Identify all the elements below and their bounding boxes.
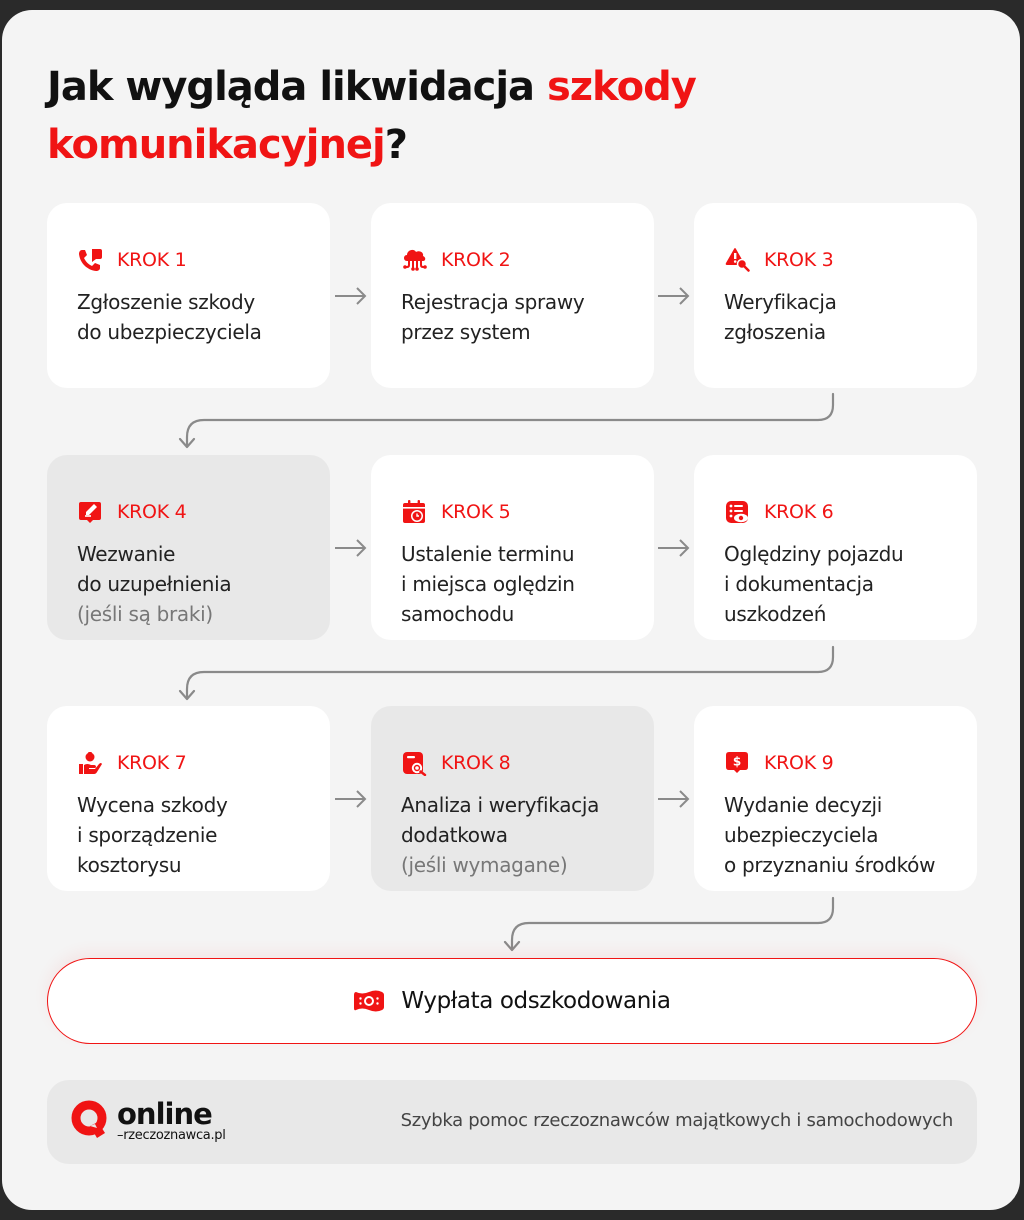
step-line: kosztorysu (77, 853, 182, 877)
step-card-5 (371, 455, 654, 640)
logo-main-text: online (117, 1097, 212, 1131)
step-card-2 (371, 203, 654, 388)
step-label: KROK 7 (117, 752, 187, 774)
step-description (77, 287, 330, 347)
step-note: (jeśli są braki) (77, 602, 213, 626)
step-label: KROK 4 (117, 501, 187, 523)
final-step-payout (47, 958, 977, 1044)
step-label: KROK 1 (117, 249, 187, 271)
step-label: KROK 3 (764, 249, 834, 271)
step-card-9 (694, 706, 977, 891)
step-line: o przyznaniu środków (724, 853, 936, 877)
step-line: Analiza i weryfikacja (401, 793, 600, 817)
warning-search-icon (724, 247, 750, 273)
step-line: ubezpieczyciela (724, 823, 879, 847)
phone-icon (77, 247, 103, 273)
step-line: samochodu (401, 602, 514, 626)
arrow-right-icon (334, 286, 368, 306)
step-line: uszkodzeń (724, 602, 827, 626)
step-description (77, 790, 330, 880)
step-card-3 (694, 203, 977, 388)
step-card-8 (371, 706, 654, 891)
document-search-icon (401, 750, 427, 776)
step-description (724, 539, 977, 629)
hand-money-bag-icon (77, 750, 103, 776)
arrow-right-icon (657, 789, 691, 809)
logo-sub-text: –rzeczoznawca.pl (117, 1128, 226, 1143)
step-line: i miejsca oględzin (401, 572, 575, 596)
step-card-6 (694, 455, 977, 640)
arrow-right-icon (657, 538, 691, 558)
final-label: Wypłata odszkodowania (401, 988, 671, 1014)
footer-bar (47, 1080, 977, 1164)
calendar-clock-icon (401, 499, 427, 525)
step-line: i sporządzenie (77, 823, 218, 847)
step-description (401, 539, 654, 629)
step-description (724, 287, 977, 347)
step-line: Wycena szkody (77, 793, 228, 817)
arrow-right-icon (334, 789, 368, 809)
step-line: Wezwanie (77, 542, 176, 566)
footer-tagline: Szybka pomoc rzeczoznawców majątkowych i samochodowych (400, 1110, 953, 1131)
step-line: Wydanie decyzji (724, 793, 883, 817)
step-description (724, 790, 977, 880)
arrow-right-icon (334, 538, 368, 558)
step-line: zgłoszenia (724, 320, 826, 344)
step-line: Zgłoszenie szkody (77, 290, 255, 314)
cloud-network-icon (401, 247, 427, 273)
step-label: KROK 9 (764, 752, 834, 774)
step-label: KROK 5 (441, 501, 511, 523)
step-label: KROK 8 (441, 752, 511, 774)
step-card-7 (47, 706, 330, 891)
step-description (401, 790, 654, 880)
title-end: ? (384, 122, 407, 168)
title-accent-2: komunikacyjnej (47, 122, 385, 168)
step-card-4 (47, 455, 330, 640)
step-line: Weryfikacja (724, 290, 837, 314)
edit-message-icon (77, 499, 103, 525)
dollar-message-icon (724, 750, 750, 776)
step-line: Rejestracja sprawy (401, 290, 585, 314)
step-line: Oględziny pojazdu (724, 542, 904, 566)
step-line: i dokumentacja (724, 572, 874, 596)
step-line: dodatkowa (401, 823, 508, 847)
svg-text:$: $ (732, 754, 742, 769)
step-line: do ubezpieczyciela (77, 320, 262, 344)
step-description (77, 539, 330, 629)
step-label: KROK 2 (441, 249, 511, 271)
step-card-1 (47, 203, 330, 388)
page-title (47, 58, 947, 174)
list-eye-icon (724, 499, 750, 525)
step-line: Ustalenie terminu (401, 542, 575, 566)
step-line: przez system (401, 320, 531, 344)
banknote-icon (353, 989, 385, 1013)
step-line: do uzupełnienia (77, 572, 232, 596)
step-label: KROK 6 (764, 501, 834, 523)
logo-q-icon (71, 1100, 111, 1142)
step-description (401, 287, 654, 347)
brand-logo[interactable] (71, 1097, 226, 1146)
title-accent-1: szkody (546, 64, 696, 110)
title-part1: Jak wygląda likwidacja (47, 64, 547, 110)
arrow-right-icon (657, 286, 691, 306)
step-note: (jeśli wymagane) (401, 853, 568, 877)
